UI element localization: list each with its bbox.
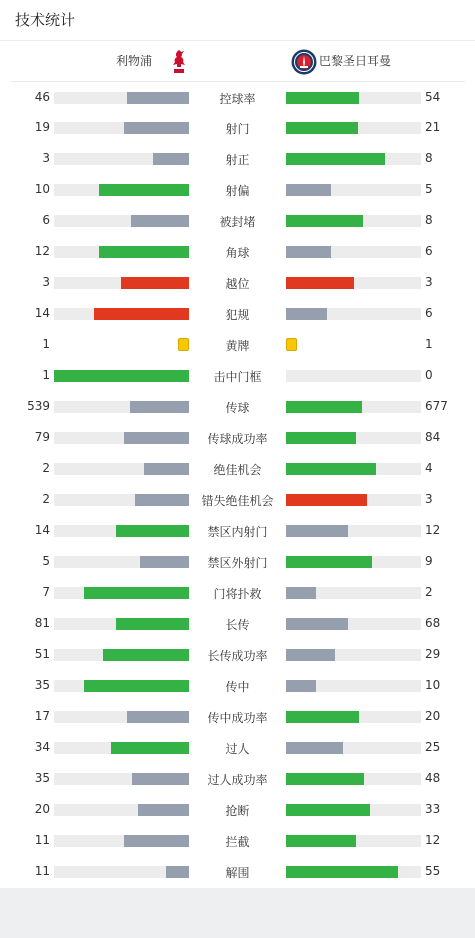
home-stat-value: 6 — [42, 213, 50, 227]
home-stat-bar-fill — [124, 122, 189, 134]
away-stat-value: 4 — [425, 461, 433, 475]
stat-row — [0, 360, 475, 391]
stat-row — [0, 453, 475, 484]
away-stat-bar-fill — [286, 246, 331, 258]
home-stat-value: 81 — [34, 616, 50, 630]
away-stat-bar-fill — [286, 587, 316, 599]
stat-label: 解围 — [225, 866, 250, 880]
stat-row — [0, 112, 475, 143]
home-stat-value: 2 — [42, 461, 50, 475]
away-stat-value: 48 — [425, 771, 441, 785]
stat-row — [0, 825, 475, 856]
away-stat-bar — [286, 804, 421, 816]
stat-row — [0, 143, 475, 174]
stat-label: 犯规 — [225, 308, 250, 322]
away-stat-value: 1 — [425, 337, 433, 351]
stat-row — [0, 794, 475, 825]
home-stat-bar-fill — [131, 215, 189, 227]
away-stat-value: 6 — [425, 306, 433, 320]
home-stat-value: 46 — [34, 90, 50, 104]
home-stat-bar — [54, 92, 189, 104]
home-stat-bar-fill — [127, 711, 189, 723]
away-stat-value: 5 — [425, 182, 433, 196]
home-stat-bar-fill — [99, 184, 189, 196]
home-stat-bar — [54, 680, 189, 692]
home-stat-bar-fill — [94, 308, 189, 320]
stat-label: 门将扑救 — [213, 587, 262, 601]
away-stat-bar — [286, 587, 421, 599]
stat-row — [0, 82, 475, 112]
home-stat-value: 1 — [42, 337, 50, 351]
away-stat-bar-fill — [286, 804, 370, 816]
home-stat-bar-fill — [124, 835, 189, 847]
home-stat-value: 5 — [42, 554, 50, 568]
home-stat-bar — [54, 277, 189, 289]
stat-label: 传球 — [225, 401, 250, 415]
stat-label: 射门 — [225, 122, 250, 136]
away-stat-bar — [286, 463, 421, 475]
home-stat-value: 35 — [34, 678, 50, 692]
home-team-name[interactable]: 利物浦 — [115, 54, 152, 68]
home-stat-value: 35 — [34, 771, 50, 785]
away-stat-value: 12 — [425, 523, 441, 537]
away-stat-bar-fill — [286, 649, 335, 661]
away-stat-bar-fill — [286, 525, 348, 537]
away-stat-bar-fill — [286, 308, 327, 320]
away-stat-bar-fill — [286, 153, 385, 165]
stat-label: 过人 — [225, 742, 250, 756]
away-stat-value: 3 — [425, 275, 433, 289]
home-stat-value: 17 — [34, 709, 50, 723]
stat-label: 传球成功率 — [207, 432, 268, 446]
stat-label: 禁区内射门 — [207, 525, 268, 539]
away-stat-bar-fill — [286, 92, 359, 104]
stat-label: 射正 — [225, 153, 250, 167]
away-stat-bar-fill — [286, 711, 359, 723]
home-yellow-card-icon — [178, 338, 189, 351]
home-stat-bar — [54, 463, 189, 475]
away-stat-bar — [286, 835, 421, 847]
away-stat-bar-fill — [286, 215, 363, 227]
home-stat-bar-fill — [116, 525, 189, 537]
home-stat-bar — [54, 308, 189, 320]
home-stat-value: 34 — [34, 740, 50, 754]
home-stat-bar-fill — [138, 804, 189, 816]
stat-row — [0, 670, 475, 701]
away-stat-bar-fill — [286, 618, 348, 630]
away-stat-value: 8 — [425, 213, 433, 227]
stat-row — [0, 236, 475, 267]
home-stat-bar — [54, 432, 189, 444]
home-stat-value: 2 — [42, 492, 50, 506]
home-stat-bar-fill — [124, 432, 189, 444]
away-stat-value: 0 — [425, 368, 433, 382]
home-stat-bar — [54, 184, 189, 196]
home-stat-bar-fill — [140, 556, 189, 568]
home-stat-bar — [54, 649, 189, 661]
away-stat-value: 9 — [425, 554, 433, 568]
home-stat-bar-fill — [84, 680, 189, 692]
stat-label: 拦截 — [225, 835, 250, 849]
stat-row — [0, 391, 475, 422]
home-stat-value: 12 — [34, 244, 50, 258]
psg-crest-icon[interactable] — [291, 49, 317, 79]
away-stat-bar — [286, 432, 421, 444]
stat-row — [0, 577, 475, 608]
home-stat-bar-fill — [127, 92, 189, 104]
away-stat-bar-fill — [286, 556, 372, 568]
away-stat-value: 6 — [425, 244, 433, 258]
home-stat-bar-fill — [166, 866, 189, 878]
home-stat-bar — [54, 153, 189, 165]
home-stat-value: 14 — [34, 306, 50, 320]
home-stat-value: 20 — [34, 802, 50, 816]
away-stat-bar — [286, 153, 421, 165]
away-stat-value: 68 — [425, 616, 441, 630]
away-stat-bar — [286, 401, 421, 413]
away-team-name[interactable]: 巴黎圣日耳曼 — [319, 54, 392, 68]
home-stat-bar-fill — [153, 153, 189, 165]
away-stat-value: 10 — [425, 678, 441, 692]
stat-row — [0, 329, 475, 360]
home-stat-bar — [54, 804, 189, 816]
stat-label: 长传成功率 — [207, 649, 268, 663]
stat-row — [0, 732, 475, 763]
away-stat-bar — [286, 649, 421, 661]
stat-label: 过人成功率 — [207, 773, 268, 787]
stat-row — [0, 701, 475, 732]
stat-row — [0, 639, 475, 670]
away-stat-bar — [286, 370, 421, 382]
stat-label: 传中 — [225, 680, 250, 694]
stats-list — [0, 82, 475, 887]
stat-label: 传中成功率 — [207, 711, 268, 725]
away-stat-value: 8 — [425, 151, 433, 165]
home-stat-bar — [54, 587, 189, 599]
stat-row — [0, 205, 475, 236]
home-stat-bar-fill — [135, 494, 189, 506]
away-stat-bar — [286, 680, 421, 692]
home-stat-bar — [54, 742, 189, 754]
stat-label: 射偏 — [225, 184, 250, 198]
home-stat-bar-fill — [132, 773, 189, 785]
stat-label: 控球率 — [219, 92, 256, 106]
home-stat-value: 11 — [34, 864, 50, 878]
home-stat-bar — [54, 401, 189, 413]
stat-row — [0, 763, 475, 794]
away-stat-value: 25 — [425, 740, 441, 754]
stat-label: 击中门框 — [213, 370, 262, 384]
away-stat-bar — [286, 92, 421, 104]
away-stat-bar — [286, 618, 421, 630]
away-stat-bar-fill — [286, 432, 356, 444]
away-stat-bar — [286, 773, 421, 785]
home-stat-value: 14 — [34, 523, 50, 537]
away-stat-bar — [286, 556, 421, 568]
home-stat-bar-fill — [130, 401, 189, 413]
stat-label: 抢断 — [225, 804, 250, 818]
away-stat-bar-fill — [286, 463, 376, 475]
stat-row — [0, 608, 475, 639]
stat-row — [0, 267, 475, 298]
home-stat-value: 79 — [34, 430, 50, 444]
home-stat-value: 51 — [34, 647, 50, 661]
liverpool-crest-icon[interactable] — [169, 49, 189, 79]
home-stat-value: 10 — [34, 182, 50, 196]
home-stat-bar-fill — [99, 246, 189, 258]
away-stat-bar-fill — [286, 835, 356, 847]
away-stat-value: 3 — [425, 492, 433, 506]
stat-label: 长传 — [225, 618, 250, 632]
away-stat-bar-fill — [286, 401, 362, 413]
stat-label: 被封堵 — [219, 215, 256, 229]
home-stat-value: 1 — [42, 368, 50, 382]
away-stat-value: 33 — [425, 802, 441, 816]
home-stat-bar — [54, 556, 189, 568]
home-stat-bar-fill — [116, 618, 189, 630]
home-stat-bar — [54, 246, 189, 258]
stat-label: 绝佳机会 — [213, 463, 262, 477]
away-stat-bar — [286, 184, 421, 196]
away-stat-bar — [286, 215, 421, 227]
away-yellow-card-icon — [286, 338, 297, 351]
stat-row — [0, 515, 475, 546]
away-stat-bar — [286, 742, 421, 754]
home-stat-bar — [54, 711, 189, 723]
home-stat-bar — [54, 122, 189, 134]
away-stat-value: 21 — [425, 120, 441, 134]
teams-header — [10, 41, 465, 82]
home-stat-bar-fill — [144, 463, 189, 475]
home-stat-bar — [54, 835, 189, 847]
home-stat-bar — [54, 215, 189, 227]
away-stat-value: 54 — [425, 90, 441, 104]
home-stat-value: 7 — [42, 585, 50, 599]
home-stat-value: 3 — [42, 151, 50, 165]
stat-row — [0, 484, 475, 515]
stat-row — [0, 546, 475, 577]
stat-label: 错失绝佳机会 — [201, 494, 274, 508]
home-stat-bar — [54, 525, 189, 537]
home-stat-value: 11 — [34, 833, 50, 847]
home-stat-bar — [54, 370, 189, 382]
away-stat-value: 55 — [425, 864, 441, 878]
home-stat-value: 19 — [34, 120, 50, 134]
home-stat-bar — [54, 773, 189, 785]
away-stat-value: 12 — [425, 833, 441, 847]
away-stat-value: 677 — [425, 399, 448, 413]
stat-label: 越位 — [225, 277, 250, 291]
away-stat-bar-fill — [286, 122, 358, 134]
stat-label: 禁区外射门 — [207, 556, 268, 570]
home-stat-value: 3 — [42, 275, 50, 289]
away-stat-bar — [286, 494, 421, 506]
home-stat-bar-fill — [121, 277, 189, 289]
stat-label: 角球 — [225, 246, 250, 260]
home-stat-bar-fill — [111, 742, 189, 754]
away-stat-bar — [286, 122, 421, 134]
stat-row — [0, 422, 475, 453]
away-stat-bar — [286, 525, 421, 537]
away-stat-bar-fill — [286, 680, 316, 692]
stat-row — [0, 298, 475, 329]
home-stat-bar-fill — [54, 370, 189, 382]
away-stat-bar — [286, 711, 421, 723]
away-stat-bar-fill — [286, 184, 331, 196]
away-stat-bar — [286, 308, 421, 320]
away-stat-bar-fill — [286, 773, 364, 785]
stat-row — [0, 174, 475, 205]
away-stat-value: 2 — [425, 585, 433, 599]
home-stat-bar — [54, 618, 189, 630]
home-stat-bar-fill — [103, 649, 189, 661]
home-stat-value: 539 — [27, 399, 50, 413]
away-stat-bar-fill — [286, 742, 343, 754]
page-title: 技术统计 — [0, 0, 475, 41]
home-stat-bar — [54, 494, 189, 506]
stat-row — [0, 856, 475, 887]
away-stat-value: 20 — [425, 709, 441, 723]
away-stat-value: 29 — [425, 647, 441, 661]
away-stat-bar-fill — [286, 866, 398, 878]
away-stat-bar — [286, 277, 421, 289]
home-stat-bar — [54, 866, 189, 878]
away-stat-bar — [286, 866, 421, 878]
home-stat-bar-fill — [84, 587, 189, 599]
stat-label: 黄牌 — [225, 339, 250, 353]
away-stat-value: 84 — [425, 430, 441, 444]
away-stat-bar-fill — [286, 494, 367, 506]
away-stat-bar-fill — [286, 277, 354, 289]
away-stat-bar — [286, 246, 421, 258]
